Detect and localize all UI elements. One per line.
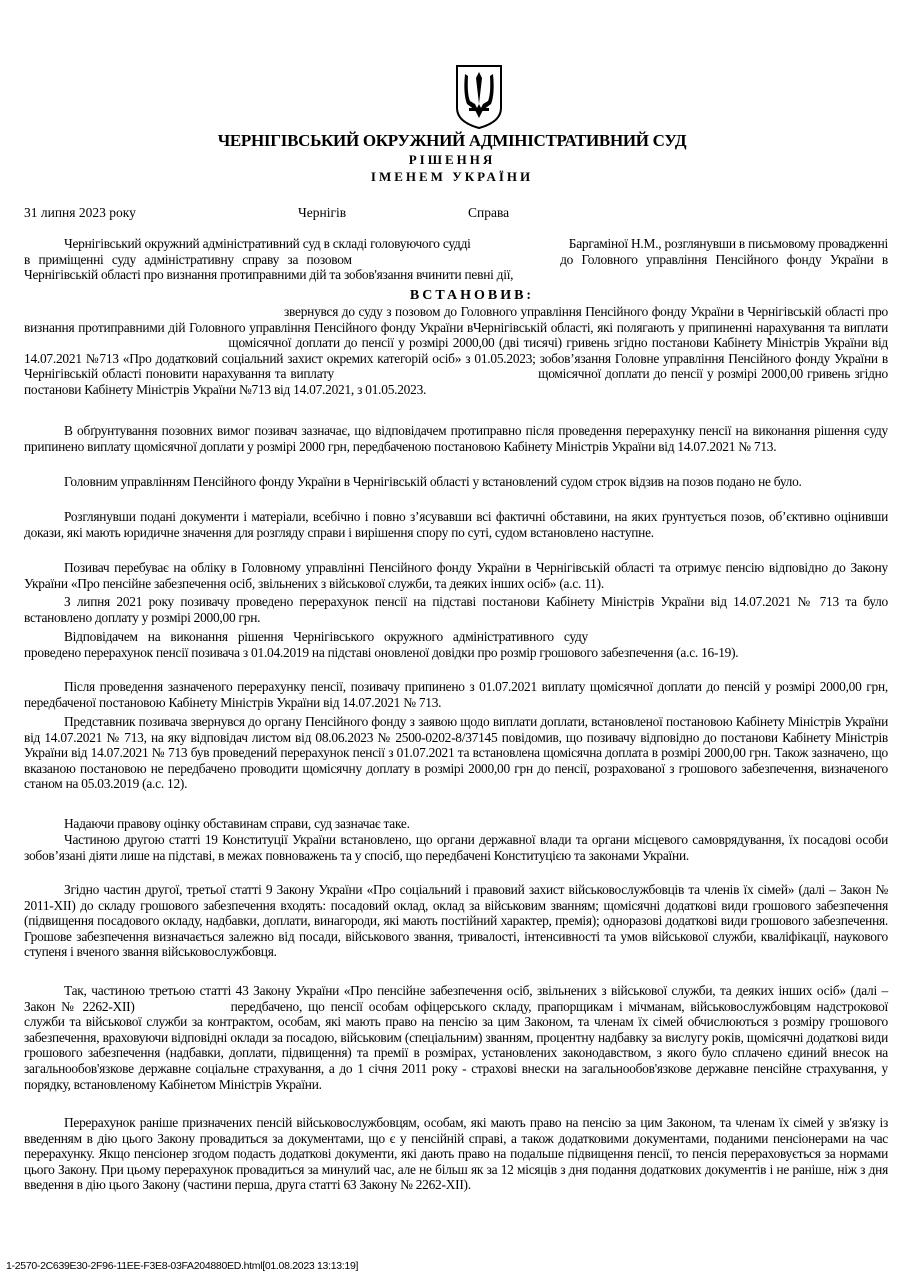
- execution-text-b: проведено перерахунок пенсії позивача з 01.04.2019 на підставі оновленої довідки про розмір грошового забезпечення (а.с. 16-19).: [24, 644, 739, 660]
- intro-text-a: Чернігівський окружний адміністративний суд в складі головуючого судді: [64, 236, 471, 251]
- paragraph: В обґрунтування позовних вимог позивач зазначає, що відповідачем протиправно після проведення перерахунку пенсії на виконання рішення суду припинено виплату щомісячної доплати у розмірі 2000 грн, передбаченою постановою Кабінету Міністрів України від 14.07.2021 № 713.: [24, 423, 888, 454]
- document-type: РІШЕННЯ: [408, 152, 496, 167]
- paragraph: Позивач перебуває на обліку в Головному управлінні Пенсійного фонду України в Чернігівській області та отримує пенсію відповідно до Закону України «Про пенсійне забезпечення осіб, звільнених з військової служби, та деяких інших осіб» (а.с. 11).: [24, 560, 888, 591]
- article43-text-a: Так, частиною третьою статті 43 Закону України «Про пенсійне забезпечення осіб, звільнених з військової служби, та деяких інших осіб» (далі – Закон № 2262-XII): [24, 983, 888, 1014]
- intro-text-b: Баргаміної Н.М., розглянувши в письмовому провадженні в приміщенні суду адміністративну справу за позовом: [24, 236, 888, 267]
- article43-text-b: передбачено, що пенсії особам офіцерського складу, прапорщикам і мічманам, військовослужбовцям надстрокової служби та військової служби за контрактом, особам, які мають право на пенсію за цим Законом, та членам їх сімей обчислюються з розміру грошового забезпечення, враховуючи відповідні оклади за посадою, військовим (спеціальним) званням, процентну надбавку за вислугу років, щомісячні додаткові види грошового забезпечення (надбавки, доплати, підвищення) та премії в розмірах, установлених законодавством, з якого було сплачено єдиний внесок на загальнообов'язкове державне соціальне страхування, а до 1 січня 2011 року - страхові внески на загальнообов'язкове державне пенсійне страхування, у порядку, встановленому Кабінетом Міністрів України.: [24, 998, 888, 1092]
- claim-text-b: щомісячної доплати до пенсії у розмірі 2000,00 (дві тисячі) гривень згідно постанови Кабінету Міністрів України від 14.07.2021 №713 «Про додатковий соціальний захист окремих категорій осіб» з 01.05.2023; зобов’язання Головне управління Пенсійного фонду України в Чернігівській області поновити нарахування та виплату: [24, 335, 888, 382]
- decision-city: Чернігів: [298, 205, 347, 220]
- document-subtitle: ІМЕНЕМ УКРАЇНИ: [370, 169, 534, 184]
- claim-text-a: звернувся до суду з позовом до Головного управління Пенсійного фонду України в Чернігівській області про визнання протиправними дій Головного управління Пенсійного фонду України вЧернігівській області, які полягають у припиненні нарахування та виплати: [24, 304, 888, 335]
- paragraph: З липня 2021 року позивачу проведено перерахунок пенсії на підставі постанови Кабінету Міністрів України від 14.07.2021 № 713 та було встановлено доплату у розмірі 2000,00 грн.: [24, 594, 888, 625]
- court-name: ЧЕРНІГІВСЬКИЙ ОКРУЖНИЙ АДМІНІСТРАТИВНИЙ СУД: [217, 131, 687, 150]
- paragraph: Надаючи правову оцінку обставинам справи, суд зазначає таке.: [64, 816, 410, 831]
- section-title: ВСТАНОВИВ:: [409, 288, 535, 303]
- paragraph: Згідно частин другої, третьої статті 9 Закону України «Про соціальний і правовий захист військовослужбовців та членів їх сімей» (далі – Закон № 2011-ХІІ) до складу грошового забезпечення входять: посадовий оклад, оклад за військовим званням; щомісячні додаткові види грошового забезпечення (підвищення посадового окладу, надбавки, доплати, винагороди, які мають постійний характер, премія); одноразові додаткові види грошового забезпечення. Грошове забезпечення визначається залежно від посади, військового звання, тривалості, інтенсивності та умов військової служби, кваліфікації, наукового ступеня і вченого звання військовослужбовця.: [24, 882, 888, 960]
- execution-text-a: Відповідачем на виконання рішення Чернігівського окружного адміністративного суду: [64, 629, 588, 644]
- paragraph: Перерахунок раніше призначених пенсій військовослужбовцям, особам, які мають право на пенсію за цим Законом, та членам їх сімей у зв'язку із введенням в дію цього Закону провадиться за документами, що є у пенсійній справі, а також додатковими документами, поданими пенсіонерами на час перерахунку. Якщо пенсіонер згодом подасть додаткові документи, які дають право на подальше підвищення пенсії, то пенсія перераховується за нормами цього Закону. При цьому перерахунок провадиться за минулий час, але не більш як за 12 місяців з дня подання додаткових документів і не раніше, ніж з дня введення в дію цього Закону (частини перша, друга статті 63 Закону № 2262-XII).: [24, 1115, 888, 1193]
- paragraph: Після проведення зазначеного перерахунку пенсії, позивачу припинено з 01.07.2021 виплату щомісячної доплати до пенсій у розмірі 2000,00 грн, передбаченої постановою Кабінету Міністрів України від 14.07.2021 № 713.: [24, 679, 888, 710]
- article43-paragraph: [24, 983, 888, 1092]
- claim-paragraph: [24, 304, 888, 398]
- decision-date: 31 липня 2023 року: [24, 205, 136, 220]
- case-label: Справа: [468, 205, 510, 220]
- execution-paragraph: [24, 629, 888, 660]
- intro-text-c: до Головного управління Пенсійного фонду України в Чернігівській області про визнання протиправними дій та зобов'язання вчинити певні дії,: [24, 251, 889, 283]
- paragraph: Представник позивача звернувся до органу Пенсійного фонду з заявою щодо виплати доплати, встановленої постановою Кабінету Міністрів України від 14.07.2021 № 713, на яку відповідач листом від 08.06.2023 № 2500-0202-8/37145 повідомив, що позивачу відповідно до постанови Кабінету Міністрів України від 14.07.2021 № 713 був проведений перерахунок пенсії з 01.07.2021 та встановлена щомісячна доплата в розмірі 2000,00 грн. Також зазначено, що вказаною постановою не передбачено проводити щомісячну доплату в розмірі 2000,00 грн до пенсії, розрахованої з грошового забезпечення, визначеного станом на 05.03.2019 (а.с. 12).: [24, 714, 888, 792]
- paragraph: Частиною другою статті 19 Конституції України встановлено, що органи державної влади та органи місцевого самоврядування, їх посадові особи зобов’язані діяти лише на підставі, в межах повноважень та у спосіб, що передбачені Конституцією та законами України.: [24, 832, 888, 863]
- trident-emblem-icon: [455, 64, 503, 130]
- page-footer: 1-2570-2C639E30-2F96-11EE-F3E8-03FA204880ED.html[01.08.2023 13:13:19]: [6, 1260, 359, 1272]
- intro-paragraph: [24, 236, 888, 283]
- claim-text-c: щомісячної доплати до пенсії у розмірі 2000,00 гривень згідно постанови Кабінету Міністрів України №713 від 14.07.2021, з 01.05.2023.: [24, 366, 888, 397]
- paragraph: Головним управлінням Пенсійного фонду України в Чернігівській області у встановлений судом строк відзив на позов подано не було.: [64, 474, 802, 489]
- paragraph: Розглянувши подані документи і матеріали, всебічно і повно з’ясувавши всі фактичні обставини, на яких ґрунтується позов, об’єктивно оцінивши докази, які мають юридичне значення для розгляду справи і вирішення спору по суті, судом встановлено наступне.: [24, 509, 888, 540]
